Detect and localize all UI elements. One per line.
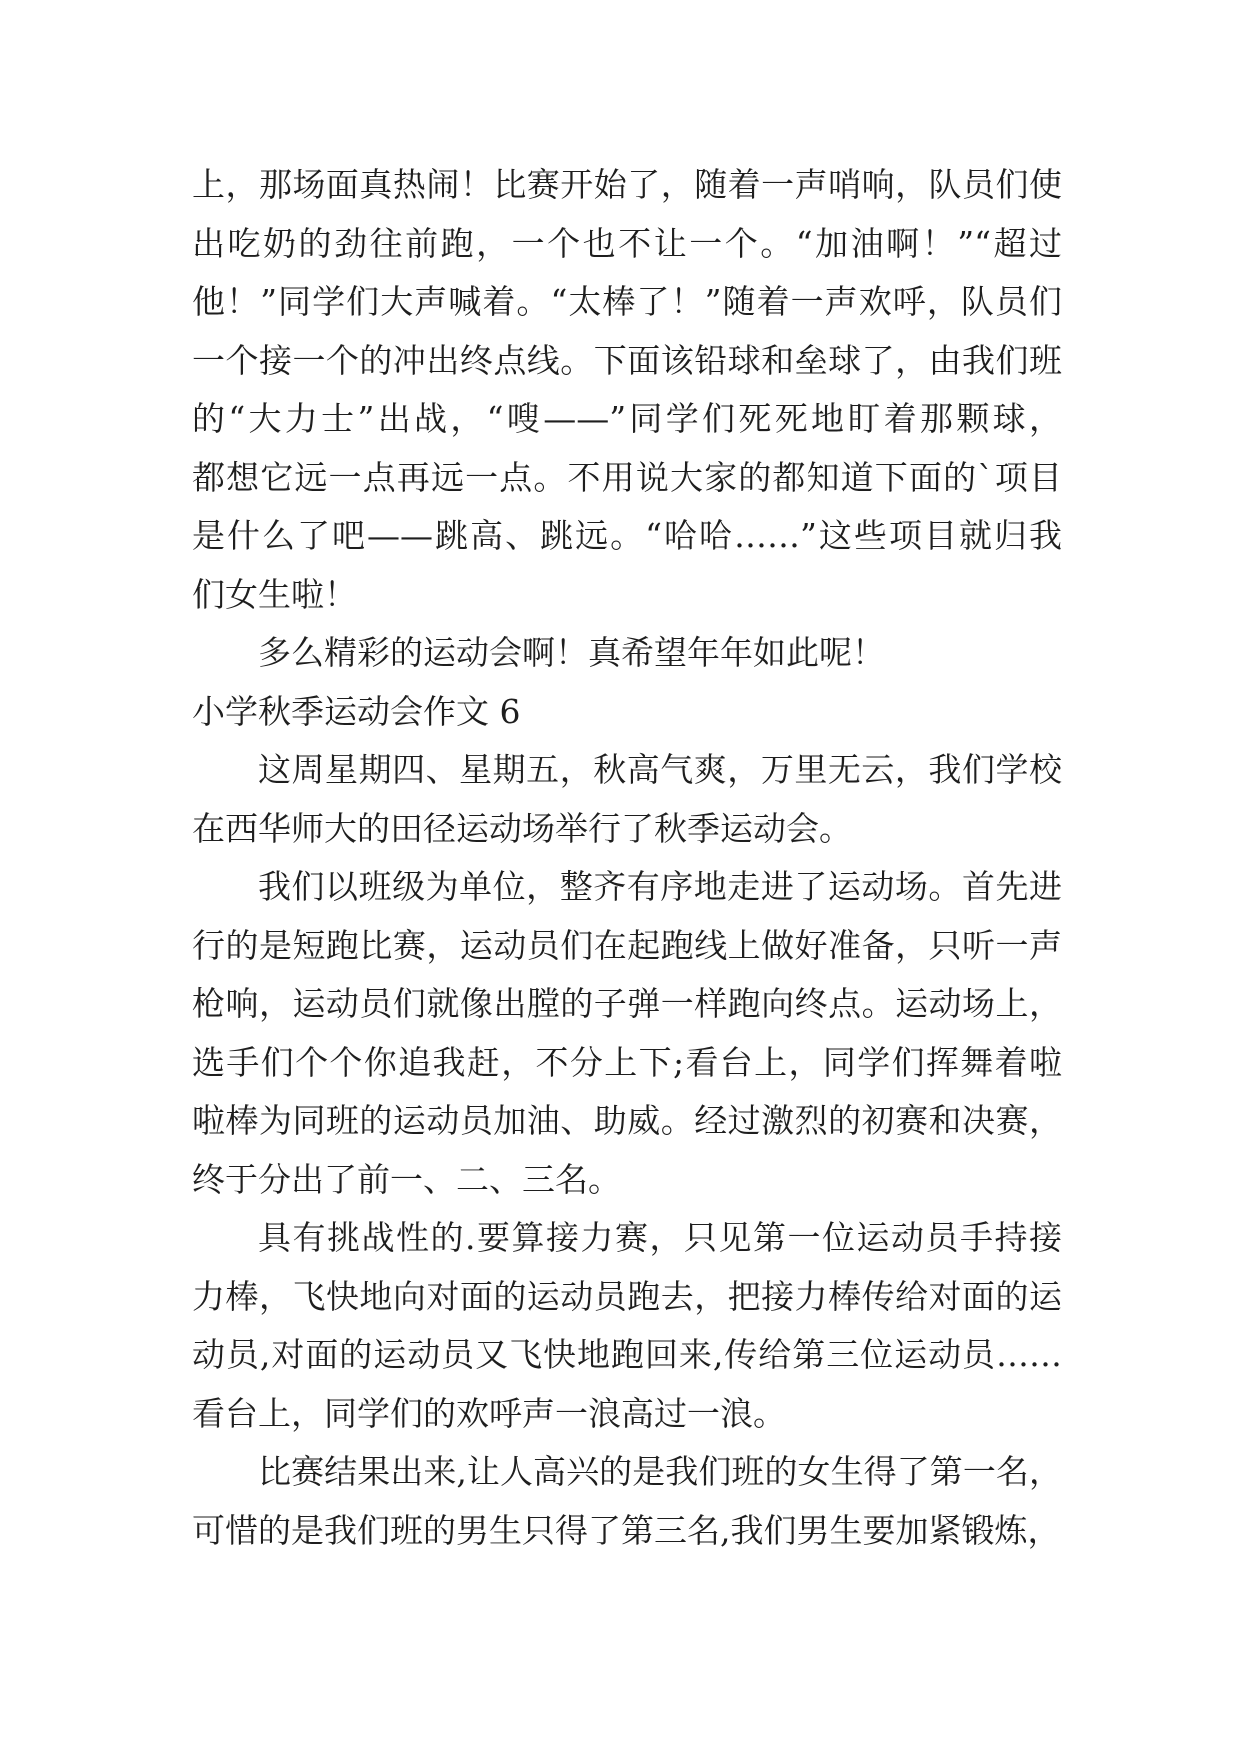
text-line: 这周星期四、星期五，秋高气爽，万里无云，我们学校	[258, 750, 1062, 789]
text-line: 一个接一个的冲出终点线。下面该铅球和垒球了，由我们班	[192, 340, 1062, 380]
text-line: 在西华师大的田径运动场举行了秋季运动会。	[192, 808, 852, 848]
text-line: 终于分出了前一、二、三名。	[192, 1159, 621, 1199]
article-body	[192, 156, 1062, 1560]
text-line: 他！”同学们大声喊着。“太棒了！”随着一声欢呼，队员们	[192, 282, 1062, 321]
text-line: 们女生啦！	[192, 574, 357, 614]
paragraph	[192, 858, 1062, 1209]
text-line: 是什么了吧——跳高、跳远。“哈哈……”这些项目就归我	[192, 516, 1062, 555]
text-line: 力棒，飞快地向对面的运动员跑去，把接力棒传给对面的运	[192, 1276, 1062, 1316]
text-line: 出吃奶的劲往前跑，一个也不让一个。“加油啊！”“超过	[192, 223, 1062, 263]
paragraph	[192, 741, 1062, 858]
text-line: 行的是短跑比赛，运动员们在起跑线上做好准备，只听一声	[192, 925, 1062, 965]
paragraph	[192, 156, 1062, 624]
text-line: 看台上，同学们的欢呼声一浪高过一浪。	[192, 1393, 786, 1433]
text-line: 都想它远一点再远一点。不用说大家的都知道下面的`项目	[192, 457, 1062, 497]
section-heading	[192, 683, 1062, 742]
text-line: 的“大力士”出战，“嗖——”同学们死死地盯着那颗球，	[192, 399, 1062, 438]
text-line: 动员,对面的运动员又飞快地跑回来,传给第三位运动员……	[192, 1335, 1062, 1374]
text-line: 啦棒为同班的运动员加油、助威。经过激烈的初赛和决赛，	[192, 1101, 1062, 1140]
paragraph	[192, 624, 1062, 683]
text-line: 选手们个个你追我赶，不分上下;看台上，同学们挥舞着啦	[192, 1042, 1062, 1082]
paragraph	[192, 1209, 1062, 1443]
text-line: 我们以班级为单位，整齐有序地走进了运动场。首先进	[258, 867, 1062, 906]
paragraph	[192, 1443, 1062, 1560]
text-line: 比赛结果出来,让人高兴的是我们班的女生得了第一名，	[258, 1452, 1062, 1491]
text-line: 枪响，运动员们就像出膛的子弹一样跑向终点。运动场上，	[192, 984, 1062, 1023]
text-line: 多么精彩的运动会啊！真希望年年如此呢！	[258, 633, 885, 672]
text-line: 可惜的是我们班的男生只得了第三名,我们男生要加紧锻炼，	[192, 1510, 1061, 1550]
text-line: 上，那场面真热闹！比赛开始了，随着一声哨响，队员们使	[192, 165, 1062, 204]
heading-text: 小学秋季运动会作文 6	[192, 691, 521, 731]
text-line: 具有挑战性的.要算接力赛，只见第一位运动员手持接	[258, 1218, 1062, 1257]
